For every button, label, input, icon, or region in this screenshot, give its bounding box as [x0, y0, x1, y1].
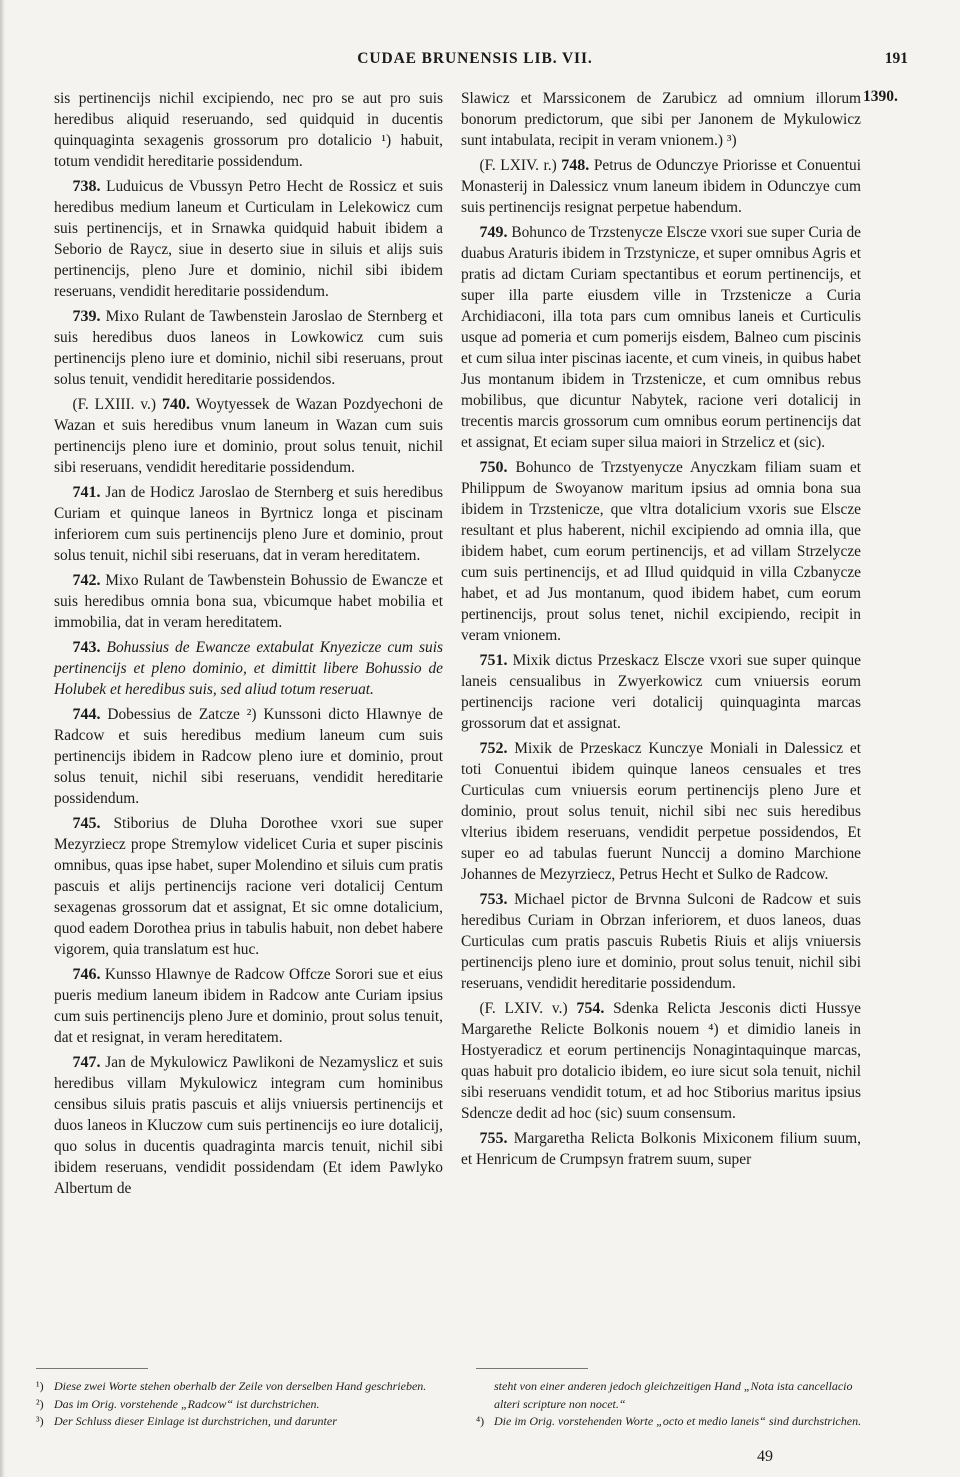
page-header [40, 50, 910, 76]
sheet-number: 49 [757, 1448, 773, 1465]
entry-text: Woytyessek de Wazan Pozdyechoni de Wazan et suis heredibus vnum laneum in Wazan cum suis pertinencijs pleno iure et dominio, prout solus tenuit, nichil sibi reseruans, vendidit hereditarie possidendum. [54, 396, 443, 476]
entry-number: 746. [72, 966, 101, 983]
entry-text: Bohunco de Trzstyenycze Anyczkam filiam suam et Philippum de Swoyanow maritum ipsius ad omnia bona sua ibidem in Trzstenicze, que vltra dotalicium vxoris sue Elscze resultant et plus haberent, nichil excipiendo ad omnia illa, que ibidem habet, cum eorum pertinencijs, et ad villam Strzelycze cum suis pertinencijs, et ad Illud quidquid in villa Czbanycze habet, et ad Jus montanum, quod ibidem habet, cum eorum pertinencijs, prout solus tenet, nichil excipiendo, recipit in veram vnionem. [461, 459, 861, 644]
entry-number: 743. [72, 639, 101, 656]
entry-number: 754. [576, 1000, 605, 1017]
right-text-column [461, 88, 861, 1170]
entry-number: 750. [479, 459, 508, 476]
entry-754 [461, 998, 861, 1124]
footnote-mark: ¹) [36, 1379, 44, 1393]
entry-number: 749. [479, 224, 508, 241]
folio-reference: (F. LXIV. r.) [479, 157, 562, 174]
entry-750 [461, 457, 861, 646]
footnote-text: Diese zwei Worte stehen oberhalb der Zeile von derselben Hand geschrieben. [54, 1379, 427, 1393]
entry-text: Stiborius de Dluha Dorothee vxori sue super Mezyrziecz prope Stremylow videlicet Curia et super piscinis omnibus, quas ipse habet, super Molendino et siluis cum pratis pascuis et alijs pertinencijs racione veri dotalicij Centum sexagenas grossorum dat et assignat, Et sic omne dotalicium, quod eadem Dorothea prius in tabulis habuit, non debet habere vigorem, quia translatum est huc. [54, 815, 443, 958]
entry-continuation [54, 88, 443, 172]
entry-739 [54, 306, 443, 390]
entry-755 [461, 1128, 861, 1170]
entry-text: Dobessius de Zatcze ²) Kunssoni dicto Hlawnye de Radcow et suis heredibus medium laneum cum suis pertinencijs ibidem in Radcow pleno iure et dominio, prout solus tenuit, nichil sibi reseruans, vendidit hereditarie possidendum. [54, 706, 443, 807]
footnote-rule-right [476, 1368, 588, 1369]
page-number: 191 [884, 50, 908, 67]
entry-text: Mixik dictus Przeskacz Elscze vxori sue super quinque laneis censualibus in Zwyerkowicz cum vniuersis eorum pertinencijs racione veri dotalicij quinquaginta marcas grossorum dat et assignat. [461, 652, 861, 732]
entry-number: 744. [72, 706, 101, 723]
footnote-mark: ²) [36, 1396, 44, 1411]
entry-text: Sdenka Relicta Jesconis dicti Hussye Margarethe Relicte Bolkonis nouem ⁴) et dimidio laneis in Hostyeradicz et eorum pertinencijs Nonagintaquinque marcas, quas habuit pro dotalicio ibidem, eo iure sicut sola tenuit, nichil sibi reseruans vendidit totum, et ad hoc Stiborius maritus ipsius Sdencze dedit ad hoc (sic) suum consensum. [461, 1000, 861, 1122]
footnote [476, 1378, 876, 1413]
entry-text: Margaretha Relicta Bolkonis Mixiconem filium suum, et Henricum de Crumpsyn fratrem suum, super [461, 1130, 861, 1168]
footnote-text: steht von einer anderen jedoch gleichzeitigen Hand „Nota ista cancellacio alteri scripture non nocet.“ [494, 1379, 853, 1411]
margin-year-note: 1390. [863, 88, 898, 105]
entry-743 [54, 637, 443, 700]
footnote-text: Der Schluss dieser Einlage ist durchstrichen, und darunter [54, 1414, 337, 1428]
entry-text: Slawicz et Marssiconem de Zarubicz ad omnium illorum bonorum predictorum, que sibi per Janonem de Mykulowicz sunt intabulata, recipit in veram vnionem.) ³) [461, 90, 861, 149]
footnote-text: Die im Orig. vorstehenden Worte „octo et medio laneis“ sind durchstrichen. [494, 1414, 862, 1428]
entry-text: Bohussius de Ewancze extabulat Knyezicze cum suis pertinencijs et pleno dominio, et dimittit libere Bohussio de Holubek et heredibus suis, sed aliud totum reseruat. [54, 639, 443, 698]
entry-number: 752. [479, 740, 508, 757]
entry-text: Mixik de Przeskacz Kunczye Moniali in Dalessicz et toti Conuentui ibidem quinque laneos censuales et tres Curticulas cum vniuersis eorum pertinencijs pleno Jure et dominio, prout solus tenuit, nichil sibi nec suis heredibus vlterius ibidem reseruans, vendidit perpetue possidendos, Et super eo ad tabulas fuerunt Nunccij a domino Marchione Johannes de Mezyrziecz, Petrus Hecht et Sulko de Radcow. [461, 740, 861, 883]
entry-number: 742. [72, 572, 101, 589]
entry-number: 747. [72, 1054, 101, 1071]
entry-text: Michael pictor de Brvnna Sulconi de Radcow et suis heredibus Curiam in Obrzan inferiorem, et duos laneos, duas Curticulas cum pratis pascuis Rubetis Riuis et alijs vniuersis pertinencijs pleno iure et dominio, prout solus tenuit, nichil sibi reseruans, vendidit hereditarie possidendum. [461, 891, 861, 992]
footnote-text: Das im Orig. vorstehende „Radcow“ ist durchstrichen. [54, 1396, 320, 1411]
entry-text: Mixo Rulant de Tawbenstein Jaroslao de Sternberg et suis heredibus duos laneos in Lowkowicz cum suis pertinencijs pleno iure et dominio, nichil sibi reseruans, prout solus tenuit, vendidit hereditarie possidendos. [54, 308, 443, 388]
entry-749 [461, 222, 861, 453]
footnote [476, 1413, 876, 1431]
entry-text: Kunsso Hlawnye de Radcow Offcze Sorori sue et eius pueris medium laneum ibidem in Radcow ante Curiam ipsius cum suis pertinencijs pleno Jure et dominio, prout solus tenuit, dat et resignat, in veram hereditatem. [54, 966, 443, 1046]
entry-number: 745. [72, 815, 101, 832]
footnotes-right [476, 1378, 876, 1431]
entry-text: Mixo Rulant de Tawbenstein Bohussio de Ewancze et suis heredibus omnia bona sua, vbicumque habet mobilia et immobilia, dat in veram hereditatem. [54, 572, 443, 631]
footnote-mark: ³) [36, 1414, 44, 1428]
entry-text: Jan de Mykulowicz Pawlikoni de Nezamyslicz et suis heredibus villam Mykulowicz integram cum hominibus censibus siluis pratis pascuis et alijs vniuersis pertinencijs et duos laneos in Kluczow cum suis pertinencijs eo iure dotalicij, quo solus in ducentis quadraginta marcis tenuit, nichil sibi ibidem reseruans, vendidit possidendam (Et idem Pawlyko Albertum de [54, 1054, 443, 1197]
footnote-rule-left [36, 1368, 148, 1369]
footnotes-left [36, 1378, 454, 1431]
entry-number: 738. [72, 178, 101, 195]
entry-753 [461, 889, 861, 994]
entry-number: 748. [561, 157, 590, 174]
entry-number: 753. [479, 891, 508, 908]
entry-748 [461, 155, 861, 218]
footnote [36, 1378, 454, 1396]
entry-751 [461, 650, 861, 734]
entry-741 [54, 482, 443, 566]
entry-744 [54, 704, 443, 809]
entry-continuation [461, 88, 861, 151]
entry-738 [54, 176, 443, 302]
entry-742 [54, 570, 443, 633]
entry-number: 741. [72, 484, 101, 501]
entry-747 [54, 1052, 443, 1199]
folio-reference: (F. LXIII. v.) [72, 396, 162, 413]
entry-752 [461, 738, 861, 885]
footnote-mark: ⁴) [476, 1414, 485, 1428]
entry-number: 740. [161, 396, 190, 413]
entry-number: 755. [479, 1130, 508, 1147]
entry-746 [54, 964, 443, 1048]
folio-reference: (F. LXIV. v.) [479, 1000, 577, 1017]
entry-text: Bohunco de Trzstenycze Elscze vxori sue super Curia de duabus Araturis ibidem in Trzstynicze, et super omnibus Agris et pratis ad dictam Curiam spectantibus et eorum pertinencijs, et super illa parte eiusdem ville in Trzstenicze a Curia Archidiaconi, illa tota pars cum omnibus laneis et Curticulis usque ad pomeria et cum pomerijs eisdem, Balneo cum piscinis et cum silua inter piscinas iacente, et cum vineis, in quibus habet Jus montanum ibidem in Trzstenicze, et cum omnibus rebus mobilibus, que dicuntur Nabytek, racione veri dotalicij in trecentis marcis grossorum cum omnibus eorum pertinencijs dat et assignat, Et eciam super silua maiori in Strzelicz et (sic). [461, 224, 861, 451]
entry-number: 751. [479, 652, 508, 669]
entry-text: Luduicus de Vbussyn Petro Hecht de Rossicz et suis heredibus medium laneum et Curticulam in Lelekowicz cum suis pertinencijs, et in Srnawka quidquid habuit ibidem a Seborio de Raycz, siue in deserto siue in siluis et alijs suis pertinencijs, pleno Jure et dominio, nichil sibi ibidem reseruans, vendidit hereditarie possidendum. [54, 178, 443, 300]
left-text-column [54, 88, 443, 1199]
entry-745 [54, 813, 443, 960]
entry-text: Petrus de Odunczye Priorisse et Conuentui Monasterij in Dalessicz vnum laneum ibidem in Odunczye cum suis pertinencijs resignat perpetue habendum. [461, 157, 861, 216]
running-title: CUDAE BRUNENSIS LIB. VII. [357, 50, 593, 67]
footnote [36, 1396, 454, 1414]
entry-number: 739. [72, 308, 101, 325]
entry-740 [54, 394, 443, 478]
page-binding-shadow [0, 0, 5, 1477]
entry-text: sis pertinencijs nichil excipiendo, nec pro se aut pro suis heredibus aliquid reseruando, sed quidquid in ducentis quinquaginta sexagenis grossorum pro dotalicio ¹) habuit, totum vendidit hereditarie possidendum. [54, 90, 443, 170]
entry-text: Jan de Hodicz Jaroslao de Sternberg et suis heredibus Curiam et quinque laneos in Byrtnicz longa et piscinam inferiorem cum suis pertinencijs pleno Jure et dominio, prout solus tenuit, nichil sibi reseruans, dat in veram hereditatem. [54, 484, 443, 564]
footnote [36, 1413, 454, 1431]
